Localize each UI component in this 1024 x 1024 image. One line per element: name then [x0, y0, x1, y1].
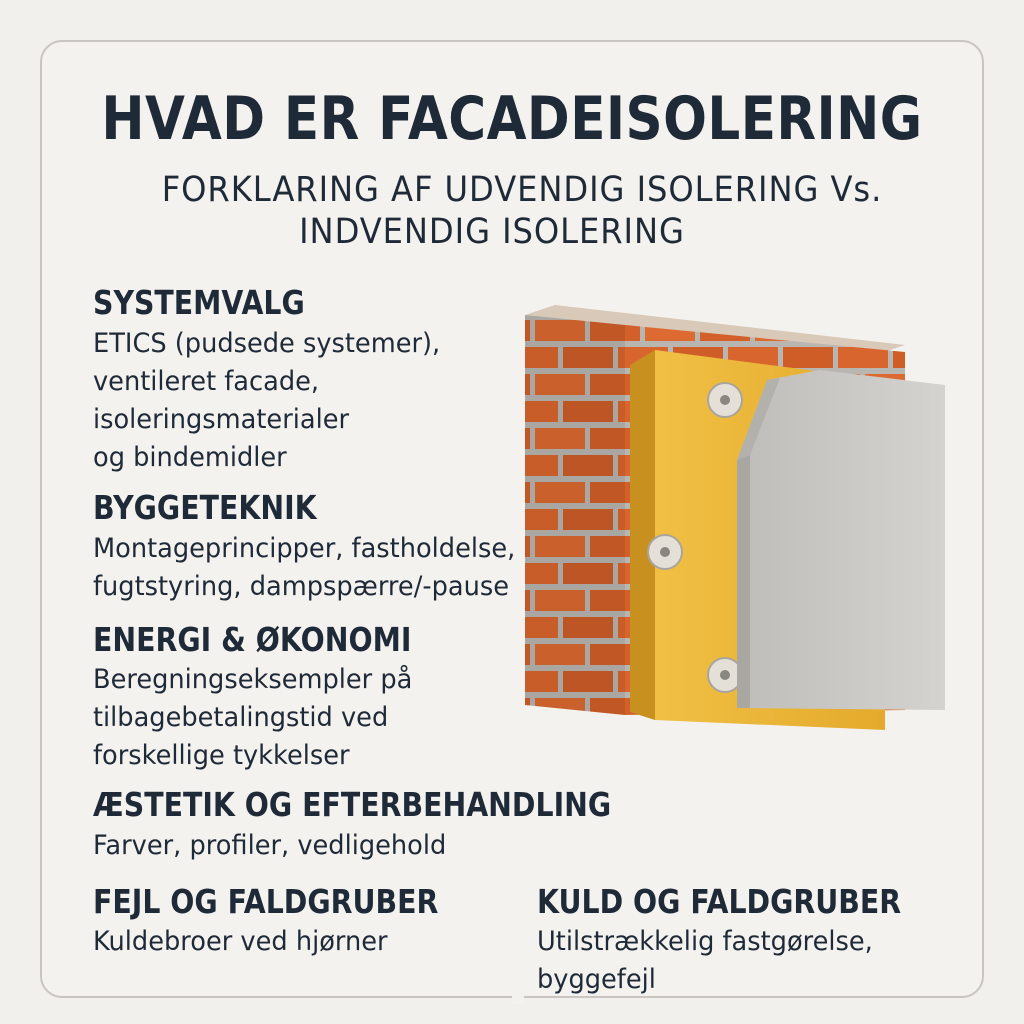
- heading-fejl: FEJL OG FALDGRUBER: [93, 882, 439, 921]
- text-line: Beregningseksempler på: [93, 664, 413, 695]
- text-line: forskellige tykkelser: [93, 740, 350, 771]
- heading-systemvalg: SYSTEMVALG: [93, 283, 305, 322]
- text-line: isoleringsmaterialer: [93, 404, 350, 435]
- heading-kuld: KULD OG FALDGRUBER: [537, 882, 902, 921]
- anchor-dowel-icon: [708, 383, 742, 417]
- text-line: Utilstrækkelig fastgørelse,: [537, 926, 873, 957]
- text-line: Farver, profiler, vedligehold: [93, 830, 447, 861]
- text-line: Kuldebroer ved hjørner: [93, 926, 388, 957]
- anchor-dowel-icon: [648, 535, 682, 569]
- page-title: HVAD ER FACADEISOLERING: [101, 84, 923, 154]
- anchor-dowel-icon: [708, 658, 742, 692]
- subtitle-line-1: FORKLARING AF UDVENDIG ISOLERING Vs.: [161, 170, 883, 210]
- text-kuld: [537, 923, 873, 999]
- heading-energi: ENERGI & ØKONOMI: [93, 620, 412, 659]
- text-line: byggefejl: [537, 964, 656, 995]
- text-aestetik: [93, 827, 446, 865]
- insulation-edge: [630, 350, 655, 720]
- heading-aestetik: ÆSTETIK OG EFTERBEHANDLING: [93, 785, 612, 824]
- text-line: Montageprincipper, fastholdelse,: [93, 533, 516, 564]
- render-layer: [737, 370, 945, 710]
- heading-byggeteknik: BYGGETEKNIK: [93, 488, 317, 527]
- frame-gap: [512, 990, 524, 1004]
- text-energi: [93, 661, 412, 775]
- subtitle-line-2: INDVENDIG ISOLERING: [299, 212, 685, 252]
- wall-insulation-layers-icon: [505, 290, 945, 730]
- text-systemvalg: [93, 325, 440, 477]
- text-line: ETICS (pudsede systemer),: [93, 328, 441, 359]
- text-byggeteknik: [93, 530, 515, 606]
- text-fejl: [93, 923, 388, 961]
- text-line: og bindemidler: [93, 442, 287, 473]
- text-line: tilbagebetalingstid ved: [93, 702, 389, 733]
- text-line: fugtstyring, dampspærre/-pause: [93, 571, 510, 602]
- text-line: ventileret facade,: [93, 366, 320, 397]
